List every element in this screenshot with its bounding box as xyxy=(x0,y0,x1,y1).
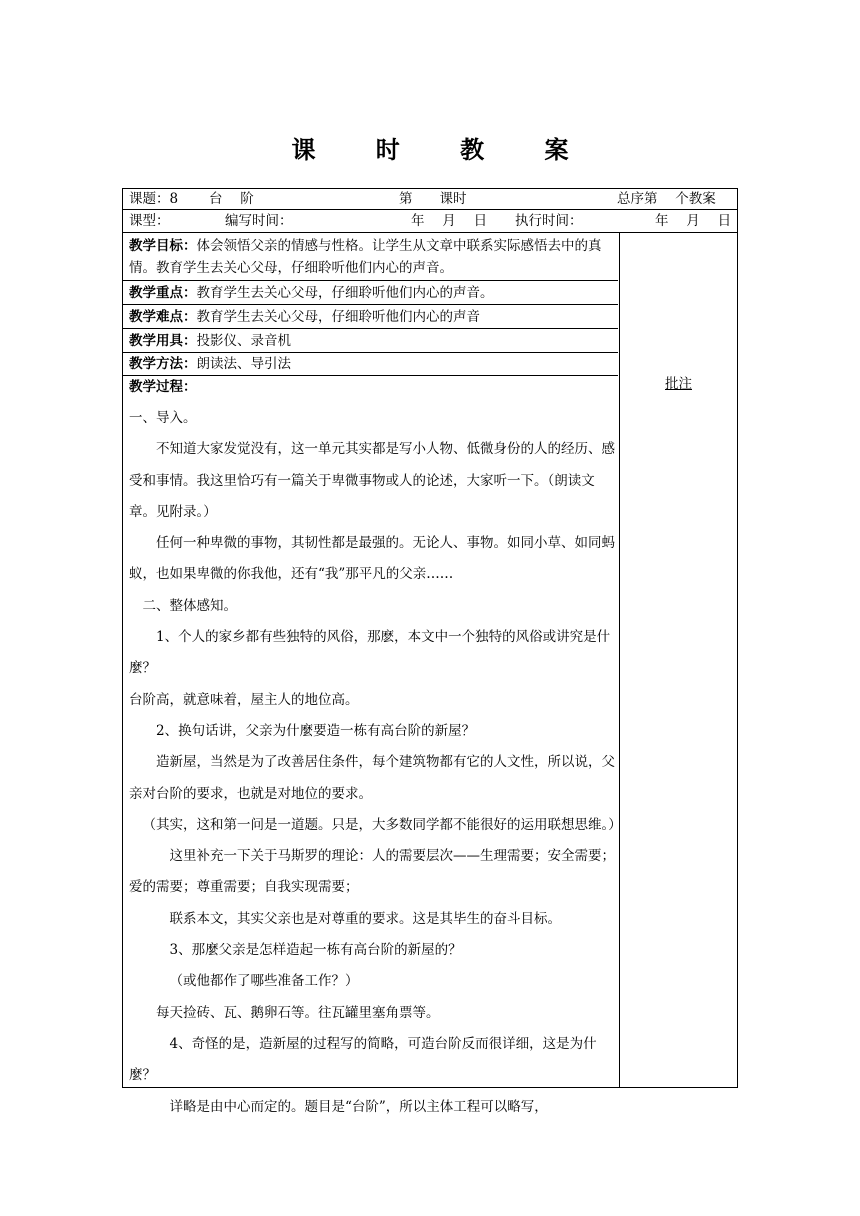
process-label: 教学过程： xyxy=(129,379,197,395)
period-label: 第 课时 xyxy=(399,191,467,207)
process-paragraph: 台阶高，就意味着，屋主人的地位高。 xyxy=(129,691,359,708)
compile-time-label: 编写时间： xyxy=(225,213,293,229)
process-paragraph: 一、导入。 xyxy=(129,410,197,426)
process-paragraph: 这里补充一下关于马斯罗的理论：人的需要层次——生理需要；安全需要；爱的需要；尊重需要；自我实现需要； xyxy=(129,848,615,896)
process-paragraph: 每天捡砖、瓦、鹅卵石等。往瓦罐里塞角票等。 xyxy=(156,1004,440,1021)
objective-row xyxy=(129,235,617,279)
notes-label: 批注 xyxy=(665,376,692,392)
row-divider xyxy=(123,209,737,210)
process-paragraph: 3、那麼父亲是怎样造起一栋有高台阶的新屋的？ xyxy=(169,942,462,959)
process-paragraph: 2、换句话讲，父亲为什麼要造一栋有高台阶的新屋？ xyxy=(156,722,476,739)
process-paragraph: 不知道大家发觉没有，这一单元其实都是写小人物、低微身份的人的经历、感受和事情。我这里恰巧有一篇关于卑微事物或人的论述，大家听一下。（朗读文章。见附录。） xyxy=(129,441,615,520)
objective-label: 教学目标： xyxy=(129,238,197,254)
lesson-label: 课题：8 xyxy=(129,191,179,207)
row-divider xyxy=(123,232,737,233)
tools-row xyxy=(129,330,617,352)
tools-label: 教学用具： xyxy=(129,333,197,349)
difficulty-label: 教学难点： xyxy=(129,309,197,325)
row-divider xyxy=(123,304,618,305)
process-paragraph: （或他都作了哪些准备工作？） xyxy=(169,973,359,990)
methods-label: 教学方法： xyxy=(129,356,197,372)
process-paragraph: 1、个人的家乡都有些独特的风俗，那麽，本文中一个独特的风俗或讲究是什麼？ xyxy=(129,629,611,677)
methods-text: 朗读法、导引法 xyxy=(196,356,291,372)
compile-date: 年 月 日 xyxy=(411,213,488,229)
difficulty-row xyxy=(129,306,617,328)
teaching-process xyxy=(129,376,622,1123)
row-divider xyxy=(123,280,618,281)
lesson-type-label: 课型： xyxy=(129,213,170,229)
objective-text: 体会领悟父亲的情感与性格。让学生从文章中联系实际感悟去中的真情。教育学生去关心父母，仔细聆听他们内心的声音。 xyxy=(129,238,602,276)
process-paragraph: 4、奇怪的是，造新屋的过程写的简略，可造台阶反而很详细，这是为什麼？ xyxy=(129,1035,597,1084)
lesson-name: 台 阶 xyxy=(209,191,254,207)
row-divider xyxy=(123,328,618,329)
notes-column-divider xyxy=(619,232,620,1088)
tools-text: 投影仪、录音机 xyxy=(196,333,291,349)
key-points-text: 教育学生去关心父母，仔细聆听他们内心的声音。 xyxy=(196,285,494,301)
page-title: 课 时 教 案 xyxy=(291,135,595,164)
process-paragraph: 二、整体感知。 xyxy=(142,597,237,614)
process-paragraph: （其实，这和第一问是一道题。只是，大多数同学都不能很好的运用联想思维。） xyxy=(142,816,622,833)
exec-date: 年 月 日 xyxy=(655,213,732,229)
key-points-label: 教学重点： xyxy=(129,285,197,301)
total-sequence-label: 总序第 个教案 xyxy=(617,191,716,207)
process-paragraph: 造新屋，当然是为了改善居住条件，每个建筑物都有它的人文性，所以说，父亲对台阶的要求，也就是对地位的要求。 xyxy=(129,754,615,802)
exec-time-label: 执行时间： xyxy=(515,213,583,229)
process-paragraph: 联系本文，其实父亲也是对尊重的要求。这是其毕生的奋斗目标。 xyxy=(169,910,561,927)
process-paragraph: 任何一种卑微的事物，其韧性都是最强的。无论人、事物。如同小草、如同蚂蚁，也如果卑微的你我他，还有“我”那平凡的父亲…… xyxy=(129,535,615,583)
methods-row xyxy=(129,353,617,375)
key-points-row xyxy=(129,282,617,304)
lesson-plan-table xyxy=(122,188,738,1115)
difficulty-text: 教育学生去关心父母，仔细聆听他们内心的声音 xyxy=(196,309,480,325)
process-paragraph: 详略是由中心而定的。题目是“台阶”，所以主体工程可以略写， xyxy=(169,1098,548,1115)
